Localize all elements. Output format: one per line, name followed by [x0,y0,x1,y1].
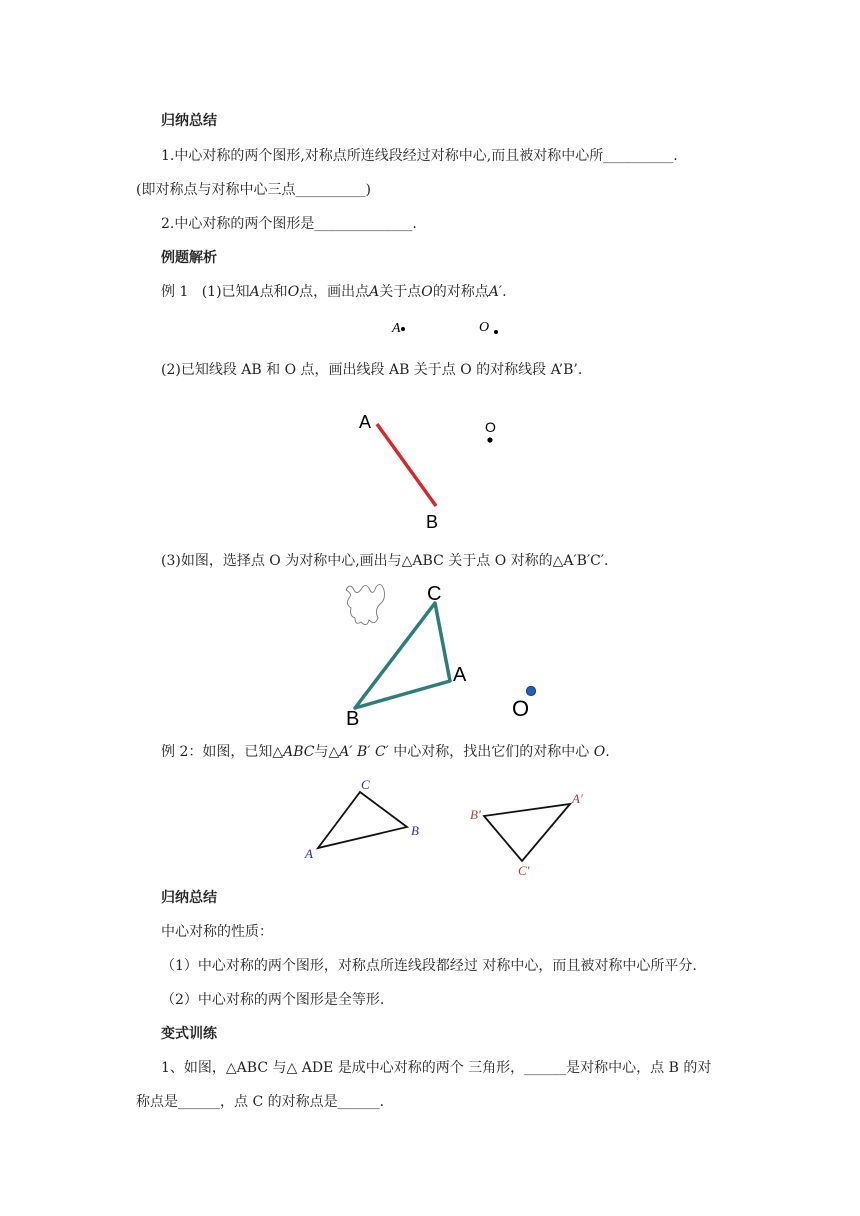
figure-triangle-abc [340,578,550,730]
triangle-label-c: C [427,583,442,605]
practice-heading: 变式训练 [161,1026,217,1042]
segment-ab [377,424,436,506]
summary-heading-1: 归纳总结 [161,113,217,129]
example1-part3: (3)如图，选择点 O 为对称中心,画出与△ABC 关于点 O 对称的△A′B′C′. [161,553,609,569]
center-label-o: O [485,419,496,435]
properties-intro: 中心对称的性质： [161,924,273,940]
summary-item-1-continued: (即对称点与对称中心三点__________) [136,182,371,198]
point-o-label: O [479,320,490,335]
small-label-c: C [361,777,370,792]
center-point-o-blue [526,686,535,695]
example1-label: 例 1 [161,284,189,300]
figure-segment-ab [355,402,515,534]
point-a [401,327,405,331]
example1-part2: (2)已知线段 AB 和 O 点，画出线段 AB 关于点 O 的对称线段 A’B’. [161,362,583,378]
triangle-abc-small [318,792,407,848]
small-label-b-prime: B′ [470,807,481,822]
property-2: （2）中心对称的两个图形是全等形. [161,992,385,1008]
figure-two-triangles [300,772,600,880]
point-o [494,330,498,334]
summary-heading-2: 归纳总结 [161,890,217,906]
summary-item-2: 2.中心对称的两个图形是______________. [161,216,417,232]
triangle-label-a: A [453,664,467,686]
triangle-abc-prime [484,804,570,861]
center-label-o-large: O [512,696,530,721]
point-a-label: A [392,321,401,336]
small-label-a: A [305,846,313,861]
triangle-abc [355,603,450,708]
scribble-mark [346,585,385,625]
example2: 例 2：如图，已知△ABC与△A′ B′ C′ 中心对称，找出它们的对称中心 O. [161,744,610,760]
examples-heading: 例题解析 [161,250,217,266]
small-label-c-prime: C′ [518,863,530,878]
practice-question-1-line1: 1、如图，△ABC 与△ ADE 是成中心对称的两个 三角形，______是对称中心，点 B 的对 [161,1060,712,1076]
segment-label-b: B [426,512,439,532]
triangle-label-b: B [346,708,360,730]
small-label-a-prime: A′ [572,791,583,806]
summary-item-1: 1.中心对称的两个图形,对称点所连线段经过对称中心,而且被对称中心所__________. [161,148,678,164]
center-point-o [487,437,492,442]
example1-part1: 例 1 (1)已知A点和O点，画出点A关于点O的对称点A′. [161,284,507,300]
small-label-b: B [411,823,419,838]
segment-label-a: A [359,412,372,432]
property-1: （1）中心对称的两个图形，对称点所连线段都经过 对称中心，而且被对称中心所平分. [161,958,697,974]
practice-question-1-line2: 称点是______，点 C 的对称点是______. [136,1094,385,1110]
figure-points-a-o [385,312,515,342]
